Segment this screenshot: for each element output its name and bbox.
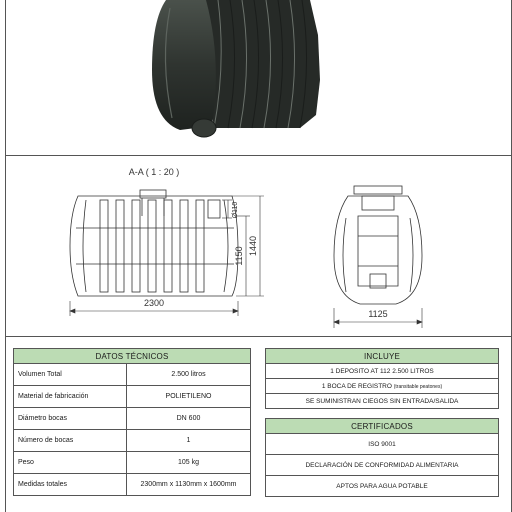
datos-tecnicos-title: DATOS TÉCNICOS [14, 349, 251, 364]
table-row [266, 364, 499, 379]
certificados-title: CERTIFICADOS [266, 419, 499, 434]
incluye-item-main: 1 BOCA DE REGISTRO [321, 382, 392, 390]
row-label: Volumen Total [14, 364, 127, 386]
row-value: 105 kg [127, 452, 251, 474]
row-value: POLIETILENO [127, 386, 251, 408]
table-row [266, 434, 499, 455]
table-row [14, 474, 251, 496]
dimension-body-height: 1150 [234, 246, 244, 266]
row-value: 2.500 litros [127, 364, 251, 386]
certificado-item: ISO 9001 [266, 434, 499, 455]
table-row [14, 452, 251, 474]
incluye-title: INCLUYE [266, 349, 499, 364]
certificados-table [265, 418, 499, 497]
dimension-height: 1440 [248, 235, 258, 257]
incluye-table [265, 348, 499, 409]
tank-3d-illustration [0, 0, 512, 155]
row-label: Número de bocas [14, 430, 127, 452]
section-label: A-A ( 1 : 20 ) [128, 167, 180, 177]
datos-tecnicos-table [13, 348, 251, 496]
certificado-item: APTOS PARA AGUA POTABLE [266, 476, 499, 497]
side-view-tank [70, 190, 238, 296]
row-value: 1 [127, 430, 251, 452]
dimension-pipe: Ø110 [232, 201, 239, 219]
table-row [14, 386, 251, 408]
dimension-length: 2300 [143, 298, 165, 308]
front-view-tank [334, 186, 422, 304]
table-row [14, 364, 251, 386]
table-row [266, 379, 499, 394]
table-row [266, 476, 499, 497]
incluye-item: SE SUMINISTRAN CIEGOS SIN ENTRADA/SALIDA [266, 394, 499, 409]
incluye-item [266, 379, 499, 394]
incluye-item: 1 DEPOSITO AT 112 2.500 LITROS [266, 364, 499, 379]
incluye-item-note: (transitable peatones) [393, 383, 443, 390]
row-value: 2300mm x 1130mm x 1600mm [127, 474, 251, 496]
tank-nozzle [192, 119, 216, 137]
row-label: Diámetro bocas [14, 408, 127, 430]
tank-end-cap [152, 0, 216, 130]
dimension-width: 1125 [368, 309, 388, 319]
table-row [266, 455, 499, 476]
row-label: Material de fabricación [14, 386, 127, 408]
row-value: DN 600 [127, 408, 251, 430]
table-row [14, 408, 251, 430]
table-row [266, 394, 499, 409]
frame-divider-middle [5, 336, 512, 337]
table-row [14, 430, 251, 452]
certificado-item: DECLARACIÓN DE CONFORMIDAD ALIMENTARIA [266, 455, 499, 476]
technical-drawings [0, 156, 512, 336]
row-label: Peso [14, 452, 127, 474]
row-label: Medidas totales [14, 474, 127, 496]
